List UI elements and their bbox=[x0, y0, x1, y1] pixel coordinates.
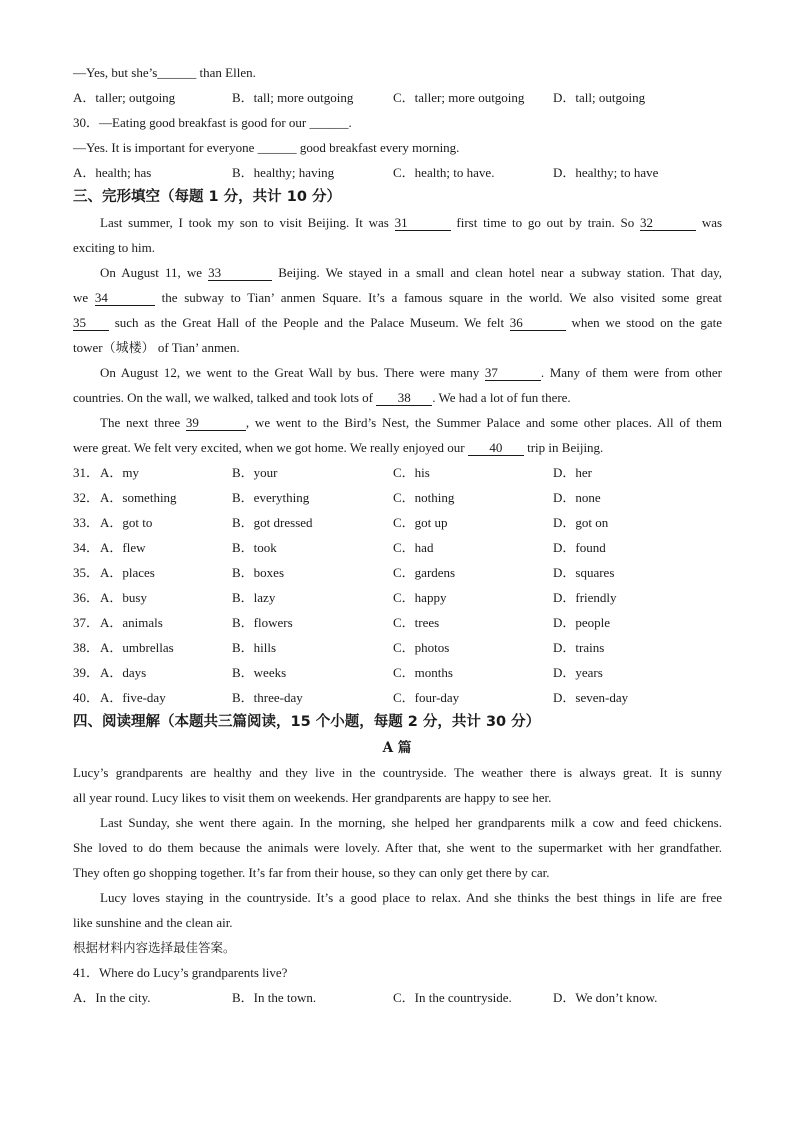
q41-stem: 41．Where do Lucy’s grandparents live? bbox=[73, 965, 288, 980]
passage-a-line: Last Sunday, she went there again. In the morning, she helped her grandparents milk a cow and feed chickens. bbox=[100, 815, 722, 830]
blank-38: 38 bbox=[376, 391, 432, 406]
section-4-heading: 四、阅读理解（本题共三篇阅读，15 个小题，每题 2 分，共计 30 分） bbox=[73, 714, 541, 730]
question-row: 40． A．five-day B．three-day C．four-day D．seven-day bbox=[73, 690, 629, 705]
instruction-text: 根据材料内容选择最佳答案。 bbox=[73, 940, 236, 955]
q30-option-a: A．health; has bbox=[73, 165, 152, 180]
passage-a-title: A 篇 bbox=[382, 740, 412, 756]
question-row: 31． A．my B．your C．his D．her bbox=[73, 465, 592, 480]
question-row: 34． A．flew B．took C．had D．found bbox=[73, 540, 606, 555]
cloze-para1-line2: exciting to him. bbox=[73, 240, 155, 255]
q29-option-a: A．taller; outgoing bbox=[73, 90, 176, 105]
cloze-para1-line1: Last summer, I took my son to visit Beijing. It was 31 first time to go out by train. So 32 was bbox=[100, 215, 723, 230]
q30-response: —Yes. It is important for everyone ______ good breakfast every morning. bbox=[73, 140, 460, 155]
passage-a-line: like sunshine and the clean air. bbox=[73, 915, 233, 930]
blank-36: 36 bbox=[510, 316, 566, 331]
q30-option-c: C．health; to have. bbox=[393, 165, 495, 180]
blank-34: 34 bbox=[95, 291, 155, 306]
question-row: 33． A．got to B．got dressed C．got up D．got on bbox=[73, 515, 609, 530]
blank-31: 31 bbox=[395, 216, 451, 231]
cloze-para4-line2: were great. We felt very excited, when we got home. We really enjoyed our 40 trip in Beijing. bbox=[73, 440, 604, 455]
q41-option-b: B．In the town. bbox=[232, 990, 317, 1005]
passage-a-line: all year round. Lucy likes to visit them on weekends. Her grandparents are happy to see her. bbox=[73, 790, 552, 805]
blank-39: 39 bbox=[186, 416, 246, 431]
question-row: 38． A．umbrellas B．hills C．photos D．trains bbox=[73, 640, 605, 655]
q41-option-d: D．We don’t know. bbox=[553, 990, 658, 1005]
q29-option-b: B．tall; more outgoing bbox=[232, 90, 354, 105]
cloze-para2-line3: 35 such as the Great Hall of the People and the Palace Museum. We felt 36 when we stood on the gate bbox=[73, 315, 723, 330]
cloze-para2-line1: On August 11, we 33 Beijing. We stayed in a small and clean hotel near a subway station. That day, bbox=[100, 265, 722, 280]
q30-option-d: D．healthy; to have bbox=[553, 165, 659, 180]
passage-a-line: Lucy’s grandparents are healthy and they live in the countryside. The weather there is always great. It is sunny bbox=[73, 765, 722, 780]
question-row: 39． A．days B．weeks C．months D．years bbox=[73, 665, 603, 680]
q30-option-b: B．healthy; having bbox=[232, 165, 335, 180]
cloze-para2-line4: tower（城楼） of Tian’ anmen. bbox=[73, 340, 240, 355]
cloze-para4-line1: The next three 39 , we went to the Bird’s Nest, the Summer Palace and some other places. All of them bbox=[100, 415, 723, 430]
cloze-para2-line2: we 34 the subway to Tian’ anmen Square. It’s a famous square in the world. We also visited some great bbox=[73, 290, 723, 305]
q29-answer-line: —Yes, but she’s______ than Ellen. bbox=[73, 65, 256, 80]
blank-40: 40 bbox=[468, 441, 524, 456]
q41-option-a: A．In the city. bbox=[73, 990, 151, 1005]
passage-a-line: Lucy loves staying in the countryside. It’s a good place to relax. And she thinks the best things in life are free bbox=[100, 890, 722, 905]
blank-32: 32 bbox=[640, 216, 696, 231]
q30-stem: 30．—Eating good breakfast is good for our ______. bbox=[73, 115, 352, 130]
q29-option-c: C．taller; more outgoing bbox=[393, 90, 525, 105]
q41-option-c: C．In the countryside. bbox=[393, 990, 512, 1005]
question-row: 37． A．animals B．flowers C．trees D．people bbox=[73, 615, 611, 630]
question-row: 35． A．places B．boxes C．gardens D．squares bbox=[73, 565, 615, 580]
question-row: 32． A．something B．everything C．nothing D．none bbox=[73, 490, 601, 505]
cloze-para3-line1: On August 12, we went to the Great Wall by bus. There were many 37 . Many of them were from other bbox=[100, 365, 722, 380]
question-row: 36． A．busy B．lazy C．happy D．friendly bbox=[73, 590, 617, 605]
section-3-heading: 三、完形填空（每题 1 分，共计 10 分） bbox=[73, 189, 341, 205]
blank-33: 33 bbox=[208, 266, 272, 281]
q29-option-d: D．tall; outgoing bbox=[553, 90, 646, 105]
blank-37: 37 bbox=[485, 366, 541, 381]
passage-a-line: She loved to do them because the animals were lovely. After that, she went to the supermarket with her grandfather. bbox=[73, 840, 722, 855]
blank-35: 35 bbox=[73, 316, 109, 331]
cloze-para3-line2: countries. On the wall, we walked, talked and took lots of 38 . We had a lot of fun there. bbox=[73, 390, 571, 405]
passage-a-line: They often go shopping together. It’s far from their house, so they can only get there by car. bbox=[73, 865, 550, 880]
